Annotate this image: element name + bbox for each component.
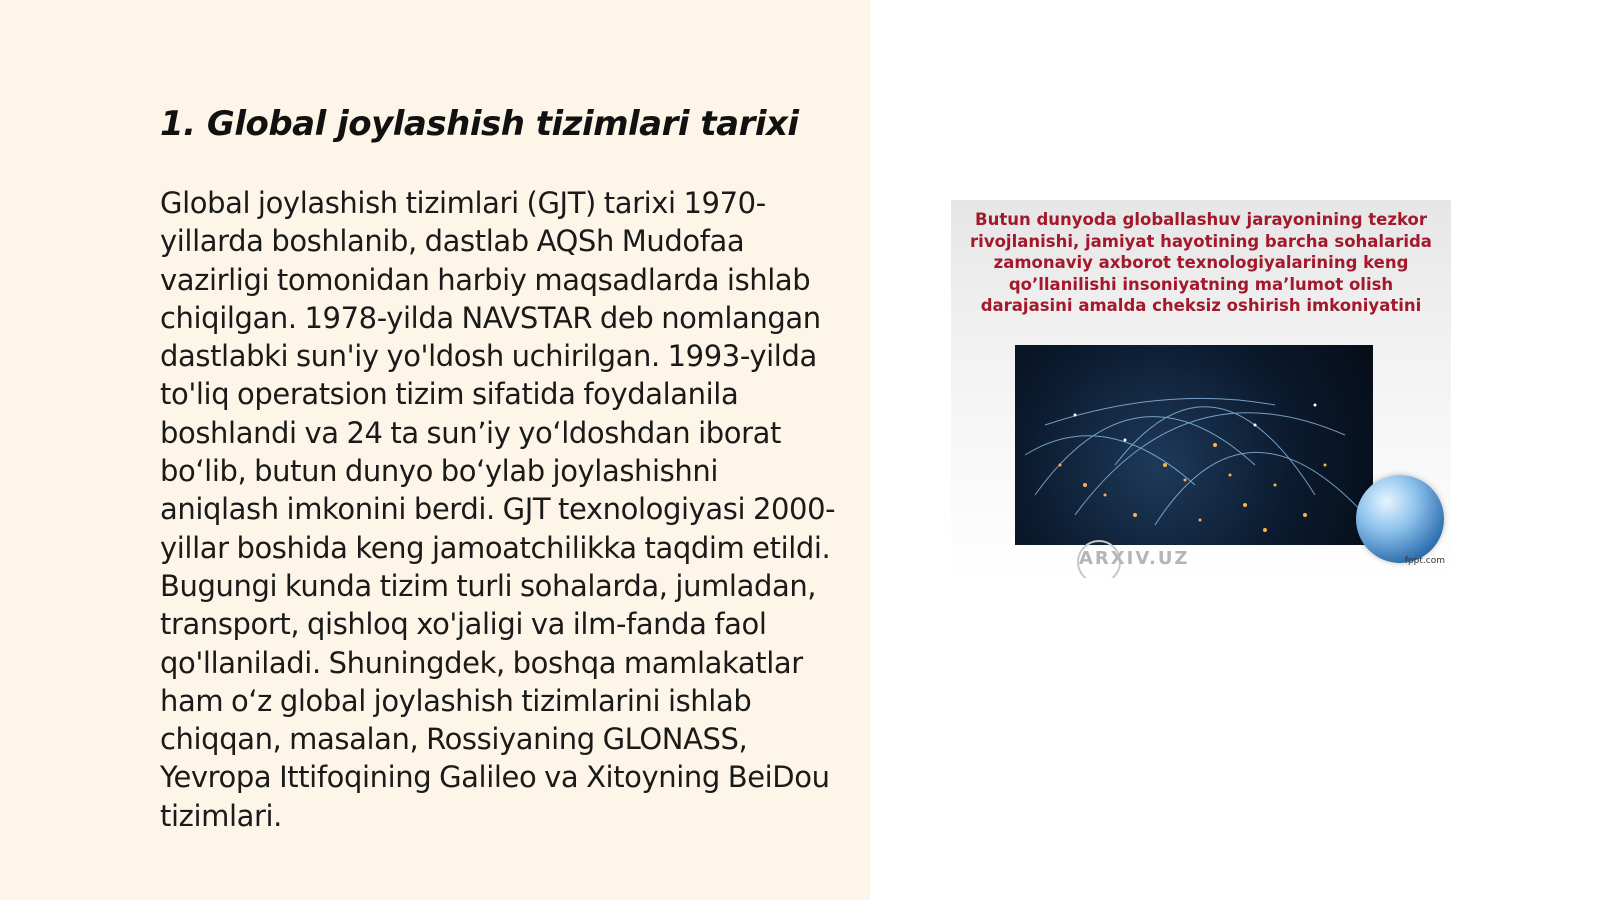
image-watermark: ARXIV.UZ	[1079, 548, 1190, 569]
slide-heading: 1. Global joylashish tizimlari tarixi	[160, 104, 799, 144]
network-arcs-graphic	[1015, 345, 1373, 545]
image-source-label: fppt.com	[1404, 556, 1445, 566]
globe-icon	[1356, 475, 1444, 563]
night-world-map-image	[1015, 345, 1373, 545]
image-caption: Butun dunyoda globallashuv jarayonining tezkor rivojlanishi, jamiyat hayotining barcha sohalarida zamonaviy axborot texnologiyalarining keng qo’llanilishi insoniyatning ma’lumot olish darajasini amalda cheksiz oshirish imkoniyatini	[970, 210, 1432, 316]
slide-body-text: Global joylashish tizimlari (GJT) tarixi 1970-yillarda boshlanib, dastlab AQSh Mudofaa vazirligi tomonidan harbiy maqsadlarda ishlab chiqilgan. 1978-yilda NAVSTAR deb nomlangan dastlabki sun'iy yo'ldosh uchirilgan. 1993-yilda to'liq operatsion tizim sifatida foydalanila boshlandi va 24 ta sun’iy yo‘ldoshdan iborat bo‘lib, butun dunyo bo‘ylab joylashishni aniqlash imkonini berdi. GJT texnologiyasi 2000-yillar boshida keng jamoatchilikka taqdim etildi. Bugungi kunda tizim turli sohalarda, jumladan, transport, qishloq xo'jaligi va ilm-fanda faol qo'llaniladi. Shuningdek, boshqa mamlakatlar ham o‘z global joylashish tizimlarini ishlab chiqqan, masalan, Rossiyaning GLONASS, Yevropa Ittifoqining Galileo va Xitoyning BeiDou tizimlari.	[160, 186, 836, 833]
slide-image	[951, 200, 1451, 578]
